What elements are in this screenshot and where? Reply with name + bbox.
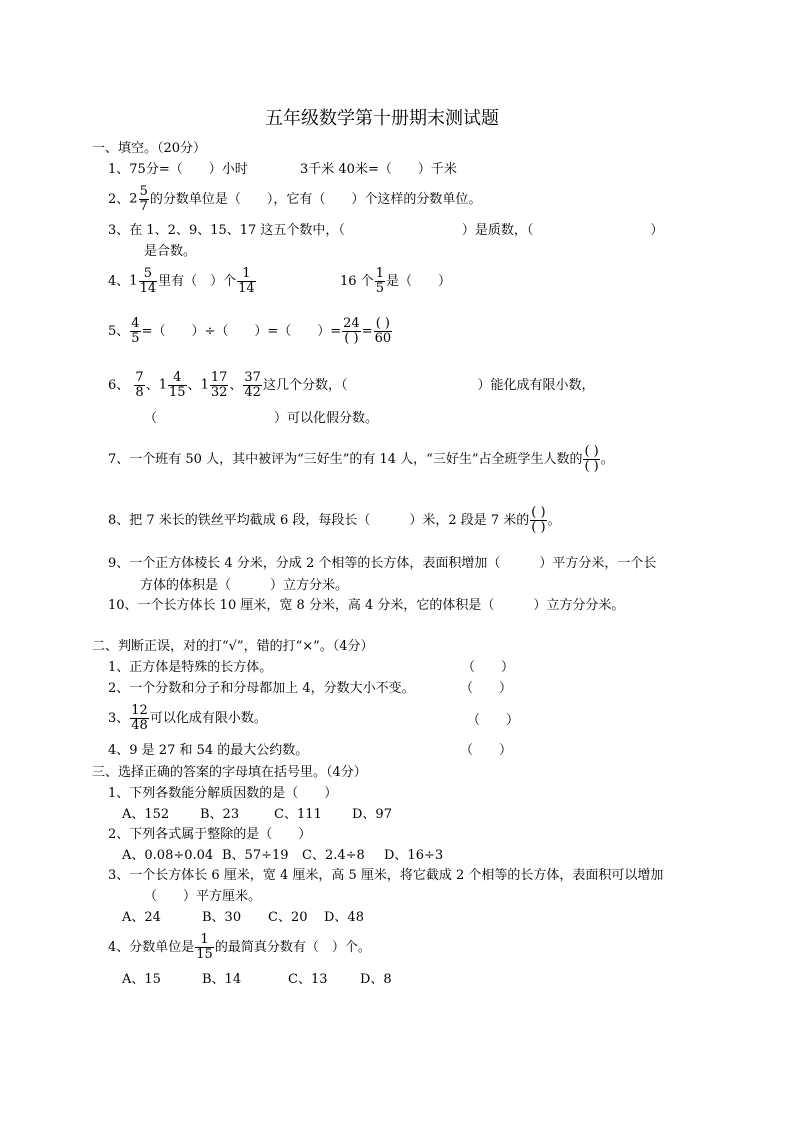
section-3-heading: 三、选择正确的答案的字母填在括号里。（4分）: [92, 765, 367, 780]
section-1-heading: 一、填空。（20分）: [92, 141, 207, 156]
s1-question-4b: 16 个 $\frac{1}{5}$ 是（ ）: [340, 266, 451, 296]
s2-question-1: 1、正方体是特殊的长方体。: [108, 660, 273, 675]
s2-answer-paren-4: （ ）: [460, 743, 513, 758]
option-d: D、48: [324, 910, 364, 925]
s1-question-6: 6、 $\frac{7}{8}$ 、1 $\frac{4}{15}$ 、1 $\frac{17}{32}$ 、 $\frac{37}{42}$ 这几个分数，（ ）能化成有限小数，: [108, 370, 595, 400]
s2-answer-paren-1: （ ）: [462, 660, 515, 675]
s3-q4-options: [122, 972, 392, 988]
option-b: B、23: [200, 807, 240, 822]
fraction: $\frac{( )}{60}$: [374, 316, 392, 346]
section-2-heading: 二、判断正误，对的打“√”，错的打“×”。（4分）: [92, 639, 374, 654]
s1-question-10: 10、一个长方体长 10 厘米，宽 8 分米，高 4 分米，它的体积是（ ）立方分分米。: [108, 598, 625, 613]
mixed-fraction: 1 $\frac{17}{32}$: [200, 370, 228, 400]
s1-question-3: 3、在 1、2、9、15、17 这五个数中，（ ）是质数，（ ）: [108, 223, 664, 238]
s2-question-4: 4、9 是 27 和 54 的最大公约数。: [108, 743, 309, 758]
mixed-fraction: 1 $\frac{4}{15}$: [158, 370, 186, 400]
option-d: D、97: [352, 807, 392, 822]
option-a: A、15: [122, 972, 161, 987]
option-d: D、8: [360, 972, 392, 987]
s1-question-1b: 3千米 40米=（ ）千米: [300, 162, 457, 177]
option-c: C、20: [268, 910, 308, 925]
fraction: $\frac{24}{( )}$: [343, 316, 360, 346]
s1-question-2: 2、2 $\frac{5}{7}$ 的分数单位是（ ），它有（ ）个这样的分数单位。: [108, 184, 482, 214]
fraction: $\frac{37}{42}$: [244, 370, 261, 400]
option-a: A、24: [122, 910, 161, 925]
s1-question-5: 5、 $\frac{4}{5}$ =（ ）÷（ ）=（ ）= $\frac{24}{( )}$ = $\frac{( )}{60}$: [108, 316, 392, 346]
s1-question-9-cont: 方体的体积是（ ）立方分米。: [140, 578, 349, 593]
option-c: C、13: [288, 972, 328, 987]
fraction: $\frac{1}{5}$: [375, 266, 384, 296]
s3-question-3: 3、一个长方体长 6 厘米，宽 4 厘米，高 5 厘米，将它截成 2 个相等的长方体，表面积可以增加: [108, 868, 664, 883]
option-c: C、2.4÷8: [302, 848, 365, 863]
option-b: B、14: [202, 972, 242, 987]
fraction: $\frac{12}{48}$: [131, 703, 148, 733]
s1-question-3-cont: 是合数。: [144, 244, 197, 259]
page-title: 五年级数学第十册期末测试题: [265, 108, 499, 129]
fraction: $\frac{( )}{( )}$: [531, 505, 546, 535]
fraction: $\frac{4}{5}$: [131, 316, 140, 346]
s3-question-3-cont: （ ）平方厘米。: [144, 889, 262, 904]
s2-question-2: 2、一个分数和分子和分母都加上 4，分数大小不变。: [108, 681, 415, 696]
s1-question-7: 7、一个班有 50 人，其中被评为“三好生”的有 14 人，“三好生”占全班学生人数的 $\frac{( )}{( )}$ 。: [108, 444, 614, 474]
option-c: C、111: [274, 807, 322, 822]
option-b: B、30: [202, 910, 242, 925]
fraction: $\frac{( )}{( )}$: [584, 444, 599, 474]
s2-answer-paren-3: （ ）: [467, 713, 520, 728]
s3-q2-options: [122, 848, 443, 864]
option-a: A、152: [122, 807, 170, 822]
s2-question-3: 3、 $\frac{12}{48}$ 可以化成有限小数。: [108, 703, 267, 733]
fraction: $\frac{1}{15}$: [196, 932, 213, 962]
s1-question-4: 4、1 $\frac{5}{14}$ 里有（ ）个 $\frac{1}{14}$: [108, 266, 255, 296]
mixed-fraction: 1 $\frac{5}{14}$: [129, 266, 157, 296]
option-a: A、0.08÷0.04: [122, 848, 214, 863]
option-b: B、57÷19: [222, 848, 289, 863]
s2-answer-paren-2: （ ）: [460, 681, 513, 696]
s3-q1-options: [122, 807, 392, 823]
s1-question-8: 8、把 7 米长的铁丝平均截成 6 段，每段长（ ）米，2 段是 7 米的 $\frac{( )}{( )}$ 。: [108, 505, 561, 535]
fraction: $\frac{7}{8}$: [135, 370, 144, 400]
fraction: $\frac{1}{14}$: [238, 266, 255, 296]
s3-question-2: 2、下列各式属于整除的是（ ）: [108, 827, 312, 842]
s1-question-1a: 1、75分=（ ）小时: [108, 162, 248, 177]
s3-question-4: 4、分数单位是 $\frac{1}{15}$ 的最简真分数有（ ）个。: [108, 932, 371, 962]
s1-question-9: 9、一个正方体棱长 4 分米，分成 2 个相等的长方体，表面积增加（ ）平方分米，一个长: [108, 556, 657, 571]
s3-question-1: 1、下列各数能分解质因数的是（ ）: [108, 786, 338, 801]
s1-question-6-cont: （ ）可以化假分数。: [144, 411, 379, 426]
mixed-fraction: 2 $\frac{5}{7}$: [129, 184, 148, 214]
option-d: D、16÷3: [384, 848, 444, 863]
s3-q3-options: [122, 910, 364, 926]
